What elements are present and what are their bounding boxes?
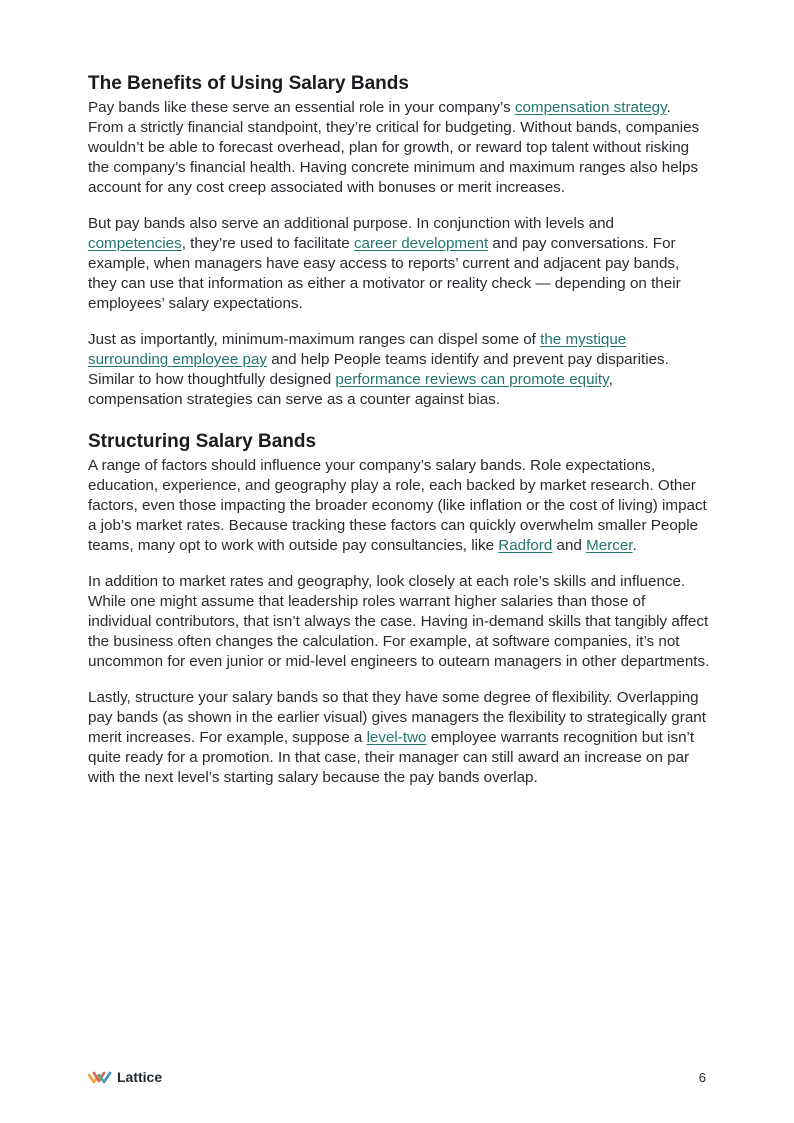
section-heading-structuring: Structuring Salary Bands (88, 431, 317, 452)
link-compensation-strategy[interactable]: compensation strategy (514, 99, 667, 116)
paragraph: But pay bands also serve an additional purpose. In conjunction with levels and competencies, they’re used to facilitate career development and pay conversations. For example, when managers have easy access to reports’ current and adjacent pay bands, they can use that information as either a motivator or reality check — depending on their employees’ salary expectations. (88, 215, 681, 312)
link-career-development[interactable]: career development (353, 235, 489, 252)
link-competencies[interactable]: competencies (88, 235, 182, 252)
document-content (88, 72, 710, 804)
link-level-two[interactable]: level-two (366, 729, 427, 746)
lattice-logo-icon (88, 1069, 112, 1085)
paragraph: Lastly, structure your salary bands so that they have some degree of flexibility. Overlapping pay bands (as shown in the earlier visual) gives managers the flexibility to strategically grant merit increases. For example, suppose a level-two employee warrants recognition but isn’t quite ready for a promotion. In that case, their manager can still award an increase on par with the next level’s starting salary because the pay bands overlap. (88, 689, 706, 786)
paragraph: Just as importantly, minimum-maximum ranges can dispel some of the mystique surrounding employee pay and help People teams identify and prevent pay disparities. Similar to how thoughtfully designed performance reviews can promote equity, compensation strategies can serve as a counter against bias. (88, 331, 669, 408)
page-number: 6 (698, 1070, 706, 1085)
section-heading-benefits: The Benefits of Using Salary Bands (88, 73, 409, 94)
paragraph: A range of factors should influence your company’s salary bands. Role expectations, education, experience, and geography play a role, each backed by market research. Other factors, even those impacting the broader economy (like inflation or the cost of living) impact a job’s market rates. Because tracking these factors can quickly overwhelm smaller People teams, many opt to work with outside pay consultancies, like Radford and Mercer. (88, 457, 707, 554)
paragraph: Pay bands like these serve an essential role in your company’s compensation strategy. From a strictly financial standpoint, they’re critical for budgeting. Without bands, companies wouldn’t be able to forecast overhead, plan for growth, or reward top talent without risking the company’s financial health. Having concrete minimum and maximum ranges also helps account for any cost creep associated with bonuses or merit increases. (88, 99, 700, 196)
link-mercer[interactable]: Mercer (586, 537, 633, 554)
link-mystique-employee-pay[interactable]: the mystique surrounding employee pay (88, 331, 627, 368)
footer-logo (88, 1066, 162, 1088)
brand-name: Lattice (117, 1069, 163, 1085)
link-radford[interactable]: Radford (498, 537, 553, 554)
paragraph: In addition to market rates and geography, look closely at each role’s skills and influence. While one might assume that leadership roles warrant higher salaries than those of individual contributors, that isn’t always the case. Having in-demand skills that tangibly affect the business often changes the calculation. For example, at software companies, it’s not uncommon for even junior or mid-level engineers to outearn managers in other departments. (88, 573, 710, 670)
link-performance-reviews-equity[interactable]: performance reviews can promote equity (335, 371, 609, 388)
